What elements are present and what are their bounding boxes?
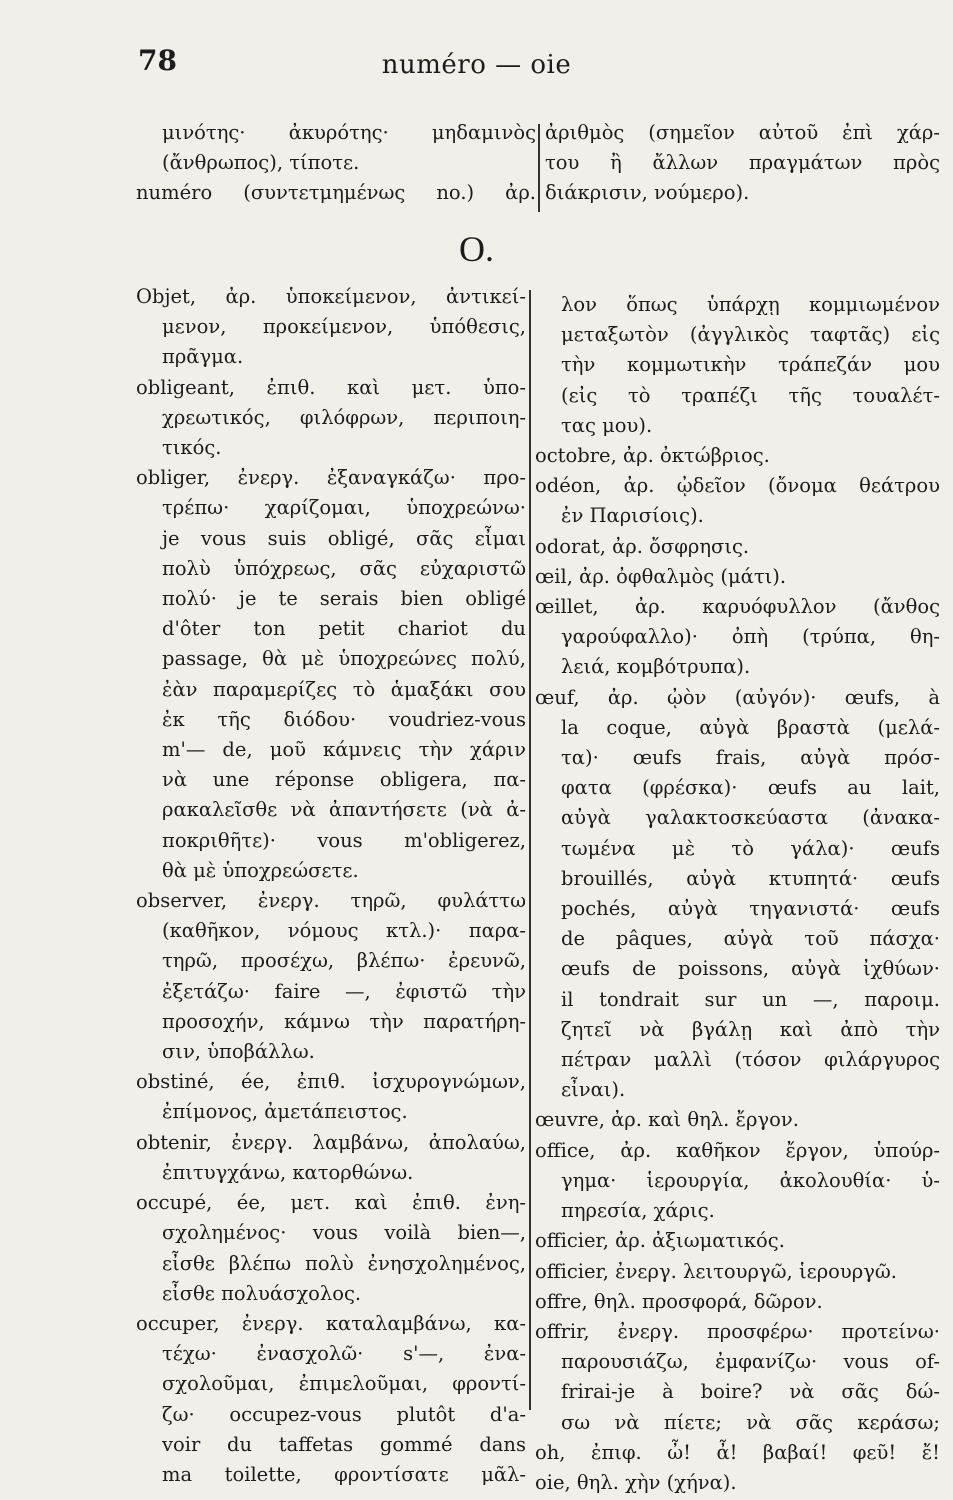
dictionary-line: πολὺ ὑπόχρεως, σᾶς εὐχαριστῶ (162, 556, 526, 580)
dictionary-line: τὴν κομμωτικὴν τράπεζάν μου (561, 353, 940, 377)
dictionary-line: ἐκ τῆς διόδου· voudriez-vous (162, 707, 526, 731)
dictionary-line: μενον, προκείμενον, ὑπόθεσις, (162, 315, 526, 339)
dictionary-line: il tondrait sur un —, παροιμ. (561, 987, 940, 1011)
dictionary-line: oie, θηλ. χὴν (χήνα). (535, 1470, 737, 1494)
dictionary-line: ma toilette, φροντίσατε μᾶλ- (162, 1462, 526, 1486)
dictionary-line: τρέπω· χαρίζομαι, ὑποχρεώνω· (162, 496, 526, 520)
column-divider-main (529, 290, 531, 1410)
dictionary-line: μεταξωτὸν (ἀγγλικὸς ταφτᾶς) εἰς (561, 323, 940, 347)
dictionary-line: je vous suis obligé, σᾶς εἶμαι (162, 526, 526, 550)
dictionary-line: odéon, ἀρ. ᾠδεῖον (ὄνομα θεάτρου (535, 474, 940, 498)
dictionary-line: officier, ἀρ. ἀξιωματικός. (535, 1229, 785, 1253)
dictionary-line: ἐν Παρισίοις). (561, 504, 704, 528)
dictionary-line: pochés, αὐγὰ τηγανιστά· œufs (561, 897, 940, 921)
dictionary-line: χρεωτικός, φιλόφρων, περιποιη- (162, 405, 526, 429)
dictionary-line: σιν, ὑποβάλλω. (162, 1040, 315, 1064)
dictionary-line: σχολημένος· vous voilà bien—, (162, 1221, 526, 1245)
dictionary-line: ἐὰν παραμερίζες τὸ ἁμαξάκι σου (162, 677, 526, 701)
page-header (0, 44, 953, 94)
dictionary-line: ἀριθμὸς (σημεῖον αὐτοῦ ἐπὶ χάρ- (545, 121, 940, 144)
dictionary-line: (καθῆκον, νόμους κτλ.)· παρα- (162, 919, 526, 943)
dictionary-line: obstiné, ée, ἐπιθ. ἰσχυρογνώμων, (136, 1070, 526, 1094)
dictionary-line: πολύ· je te serais bien obligé (162, 587, 526, 611)
dictionary-line: διάκρισιν, νούμερο). (545, 181, 750, 205)
dictionary-line: του ἢ ἄλλων πραγμάτων πρὸς (545, 151, 940, 175)
dictionary-line: προσοχήν, κάμνω τὴν παρατήρη- (162, 1009, 526, 1033)
dictionary-line: αὐγὰ γαλακτοσκεύαστα (ἀνακα- (561, 806, 940, 830)
dictionary-line: Objet, ἀρ. ὑποκείμενον, ἀντικεί- (136, 285, 526, 308)
dictionary-line: ζητεῖ νὰ βγάλῃ καὶ ἀπὸ τὴν (561, 1017, 940, 1041)
dictionary-line: εἶσθε βλέπω πολὺ ἐνησχολημένος, (162, 1251, 526, 1275)
left-column (136, 282, 526, 1486)
top-right-column (545, 118, 940, 218)
dictionary-line: τέχω· ἐνασχολῶ· s'—, ἐνα- (162, 1342, 526, 1366)
dictionary-line: offre, θηλ. προσφορά, δῶρον. (535, 1289, 823, 1313)
dictionary-line: brouillés, αὐγὰ κτυπητά· œufs (561, 866, 940, 890)
dictionary-line: τας μου). (561, 413, 653, 437)
dictionary-line: λειά, κομβότρυπα). (561, 655, 751, 679)
dictionary-line: octobre, ἀρ. ὀκτώβριος. (535, 444, 770, 468)
dictionary-line: d'ôter ton petit chariot du (162, 617, 526, 641)
dictionary-line: νὰ une réponse obligera, πα- (162, 768, 526, 792)
dictionary-line: πέτραν μαλλὶ (τόσον φιλάργυρος (561, 1048, 940, 1072)
dictionary-line: (ἄνθρωπος), τίποτε. (162, 151, 360, 175)
dictionary-line: odorat, ἀρ. ὄσφρησις. (535, 534, 750, 558)
page-number: 78 (138, 44, 177, 77)
dictionary-line: ἐπίμονος, ἀμετάπειστος. (162, 1100, 408, 1124)
dictionary-line: œufs de poissons, αὐγὰ ἰχθύων· (561, 957, 940, 981)
dictionary-line: obtenir, ἐνεργ. λαμβάνω, ἀπολαύω, (136, 1130, 526, 1154)
dictionary-line: m'— de, μοῦ κάμνεις τὴν χάριν (162, 738, 526, 762)
dictionary-line: œuf, ἀρ. ᾠὸν (αὐγόν)· œufs, à (535, 685, 940, 709)
dictionary-line: offrir, ἐνεργ. προσφέρω· προτείνω· (535, 1319, 940, 1343)
dictionary-line: de pâques, αὐγὰ τοῦ πάσχα· (561, 927, 940, 951)
dictionary-line: officier, ἐνεργ. λειτουργῶ, ἱερουργῶ. (535, 1259, 897, 1283)
dictionary-line: (εἰς τὸ τραπέζι τῆς τουαλέτ- (561, 383, 940, 407)
dictionary-line: ἐξετάζω· faire —, ἐφιστῶ τὴν (162, 979, 526, 1003)
dictionary-line: παρουσιάζω, ἐμφανίζω· vous of- (561, 1350, 940, 1374)
section-letter: O. (459, 229, 494, 269)
dictionary-line: ποκριθῆτε)· vous m'obligerez, (162, 828, 526, 852)
dictionary-line: σχολοῦμαι, ἐπιμελοῦμαι, φροντί- (162, 1372, 526, 1396)
right-column (535, 290, 940, 1494)
dictionary-line: φατα (φρέσκα)· œufs au lait, (561, 776, 940, 800)
dictionary-line: σω νὰ πίετε; νὰ σᾶς κεράσω; (561, 1410, 940, 1434)
dictionary-line: occuper, ἐνεργ. καταλαμβάνω, κα- (136, 1311, 526, 1335)
dictionary-line: œil, ἀρ. ὀφθαλμὸς (μάτι). (535, 564, 787, 588)
dictionary-line: γαρούφαλλο)· ὀπὴ (τρύπα, θη- (561, 625, 940, 649)
dictionary-line: passage, θὰ μὲ ὑποχρεώνες πολύ, (162, 647, 526, 671)
column-divider-top (538, 124, 540, 212)
dictionary-line: numéro (συντετμημένως no.) ἀρ. (136, 181, 536, 205)
dictionary-line: occupé, ée, μετ. καὶ ἐπιθ. ἐνη- (136, 1191, 526, 1215)
dictionary-line: observer, ἐνεργ. τηρῶ, φυλάττω (136, 889, 526, 913)
dictionary-line: τα)· œufs frais, αὐγὰ πρόσ- (561, 746, 940, 770)
dictionary-line: ζω· occupez-vous plutôt d'a- (162, 1402, 526, 1426)
dictionary-line: ἐπιτυγχάνω, κατορθώνω. (162, 1160, 414, 1184)
dictionary-line: τικός. (162, 436, 222, 460)
dictionary-line: εἶσθε πολυάσχολος. (162, 1281, 362, 1305)
dictionary-line: μινότης· ἀκυρότης· μηδαμινὸς (162, 121, 536, 144)
dictionary-line: frirai-je à boire? νὰ σᾶς δώ- (561, 1380, 940, 1404)
dictionary-line: γημα· ἱερουργία, ἀκολουθία· ὑ- (561, 1168, 940, 1192)
dictionary-line: τηρῶ, προσέχω, βλέπω· ἐρευνῶ, (162, 949, 526, 973)
dictionary-line: ρακαλεῖσθε νὰ ἀπαντήσετε (νὰ ἀ- (162, 798, 526, 822)
dictionary-line: œillet, ἀρ. καρυόφυλλον (ἄνθος (535, 595, 940, 619)
dictionary-line: obligeant, ἐπιθ. καὶ μετ. ὑπο- (136, 375, 526, 399)
dictionary-line: œuvre, ἀρ. καὶ θηλ. ἔργον. (535, 1108, 799, 1132)
dictionary-line: office, ἀρ. καθῆκον ἔργον, ὑπούρ- (535, 1138, 940, 1162)
dictionary-line: la coque, αὐγὰ βραστὰ (μελά- (561, 715, 940, 739)
dictionary-line: oh, ἐπιφ. ὦ! ἆ! βαβαί! φεῦ! ἔ! (535, 1440, 940, 1464)
running-head: numéro — oie (381, 50, 572, 80)
dictionary-line: λον ὅπως ὑπάρχῃ κομμιωμένον (561, 293, 940, 316)
dictionary-line: τωμένα μὲ τὸ γάλα)· œufs (561, 836, 940, 860)
dictionary-line: obliger, ἐνεργ. ἐξαναγκάζω· προ- (136, 466, 526, 490)
dictionary-line: θὰ μὲ ὑποχρεώσετε. (162, 858, 359, 882)
dictionary-line: voir du taffetas gommé dans (162, 1432, 526, 1456)
dictionary-line: εἶναι). (561, 1078, 626, 1102)
dictionary-line: πρᾶγμα. (162, 345, 244, 369)
dictionary-line: πηρεσία, χάρις. (561, 1199, 715, 1223)
top-left-column (136, 118, 536, 218)
